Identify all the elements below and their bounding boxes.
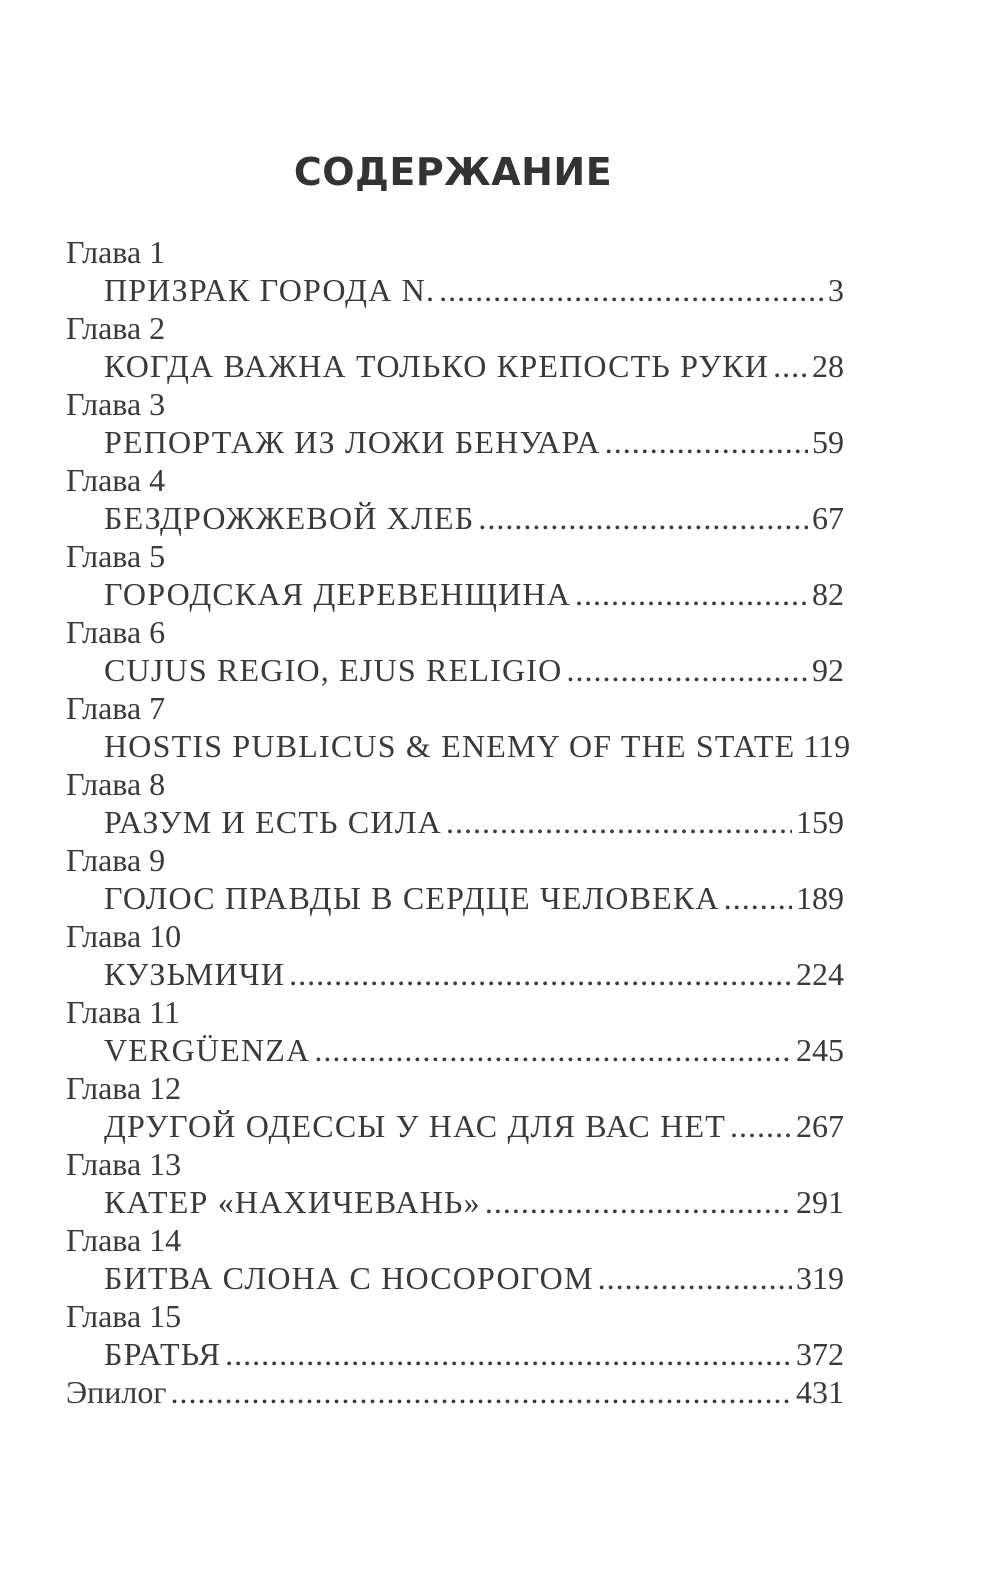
page-number: 28 — [812, 348, 844, 384]
toc-entry — [66, 1107, 844, 1145]
chapter-label: Глава 4 — [66, 462, 166, 498]
page-number: 245 — [796, 1032, 844, 1068]
page-number: 67 — [812, 500, 844, 536]
page-number: 92 — [812, 652, 844, 688]
chapter-title: БРАТЬЯ — [104, 1336, 222, 1372]
chapter-title: РАЗУМ И ЕСТЬ СИЛА — [104, 804, 442, 840]
dot-leader — [289, 955, 792, 993]
toc-entry — [66, 499, 844, 537]
dot-leader — [605, 423, 808, 461]
dot-leader — [314, 1031, 792, 1069]
dot-leader — [566, 651, 808, 689]
dot-leader — [439, 271, 824, 309]
toc-entry — [66, 879, 844, 917]
chapter-title: HOSTIS PUBLICUS & ENEMY OF THE STATE — [104, 728, 796, 764]
chapter-label: Глава 11 — [66, 994, 180, 1030]
dot-leader — [225, 1335, 792, 1373]
table-of-contents — [66, 233, 851, 1411]
page-number: 267 — [796, 1108, 844, 1144]
chapter-title: VERGÜENZA — [104, 1032, 311, 1068]
toc-entry — [66, 727, 851, 765]
chapter-title: БЕЗДРОЖЖЕВОЙ ХЛЕБ — [104, 500, 475, 536]
toc-entry — [66, 1183, 844, 1221]
chapter-title: РЕПОРТАЖ ИЗ ЛОЖИ БЕНУАРА — [104, 424, 601, 460]
page-number: 319 — [796, 1260, 844, 1296]
page-number: 59 — [812, 424, 844, 460]
chapter-label: Глава 5 — [66, 538, 166, 574]
epilogue-title: Эпилог — [66, 1374, 167, 1410]
chapter-title: ГОРОДСКАЯ ДЕРЕВЕНЩИНА — [104, 576, 572, 612]
toc-entry — [66, 575, 844, 613]
page-number: 119 — [803, 728, 851, 764]
toc-entry — [66, 423, 844, 461]
page-number: 159 — [796, 804, 844, 840]
toc-entry — [66, 651, 844, 689]
chapter-label: Глава 15 — [66, 1298, 182, 1334]
chapter-label: Глава 9 — [66, 842, 166, 878]
chapter-title: ДРУГОЙ ОДЕССЫ У НАС ДЛЯ ВАС НЕТ — [104, 1108, 726, 1144]
page-number: 372 — [796, 1336, 844, 1372]
page-number: 82 — [812, 576, 844, 612]
chapter-label: Глава 1 — [66, 234, 166, 270]
toc-entry — [66, 955, 844, 993]
toc-entry — [66, 271, 844, 309]
chapter-title: КАТЕР «НАХИЧЕВАНЬ» — [104, 1184, 481, 1220]
chapter-title: КОГДА ВАЖНА ТОЛЬКО КРЕПОСТЬ РУКИ — [104, 348, 770, 384]
chapter-label: Глава 6 — [66, 614, 166, 650]
chapter-label: Глава 3 — [66, 386, 166, 422]
chapter-title: ГОЛОС ПРАВДЫ В СЕРДЦЕ ЧЕЛОВЕКА — [104, 880, 720, 916]
chapter-label: Глава 10 — [66, 918, 182, 954]
chapter-label: Глава 12 — [66, 1070, 182, 1106]
toc-entry — [66, 347, 844, 385]
dot-leader — [724, 879, 792, 917]
page-number: 291 — [796, 1184, 844, 1220]
chapter-title: CUJUS REGIO, EJUS RELIGIO — [104, 652, 563, 688]
dot-leader — [730, 1107, 792, 1145]
page-title: СОДЕРЖАНИЕ — [293, 150, 613, 194]
dot-leader — [575, 575, 808, 613]
chapter-label: Глава 7 — [66, 690, 166, 726]
page-number: 431 — [796, 1374, 844, 1410]
chapter-title: ПРИЗРАК ГОРОДА N. — [104, 272, 436, 308]
dot-leader — [170, 1373, 792, 1411]
page-number: 3 — [828, 272, 844, 308]
page-number: 189 — [796, 880, 844, 916]
dot-leader — [485, 1183, 792, 1221]
dot-leader — [446, 803, 792, 841]
dot-leader — [773, 347, 808, 385]
chapter-title: КУЗЬМИЧИ — [104, 956, 286, 992]
toc-entry — [66, 1335, 844, 1373]
chapter-title: БИТВА СЛОНА С НОСОРОГОМ — [104, 1260, 594, 1296]
toc-entry-epilogue — [66, 1373, 844, 1411]
toc-entry — [66, 803, 844, 841]
dot-leader — [478, 499, 808, 537]
toc-entry — [66, 1259, 844, 1297]
chapter-label: Глава 13 — [66, 1146, 182, 1182]
chapter-label: Глава 14 — [66, 1222, 182, 1258]
chapter-label: Глава 2 — [66, 310, 166, 346]
dot-leader — [598, 1259, 792, 1297]
chapter-label: Глава 8 — [66, 766, 166, 802]
toc-entry — [66, 1031, 844, 1069]
page-number: 224 — [796, 956, 844, 992]
